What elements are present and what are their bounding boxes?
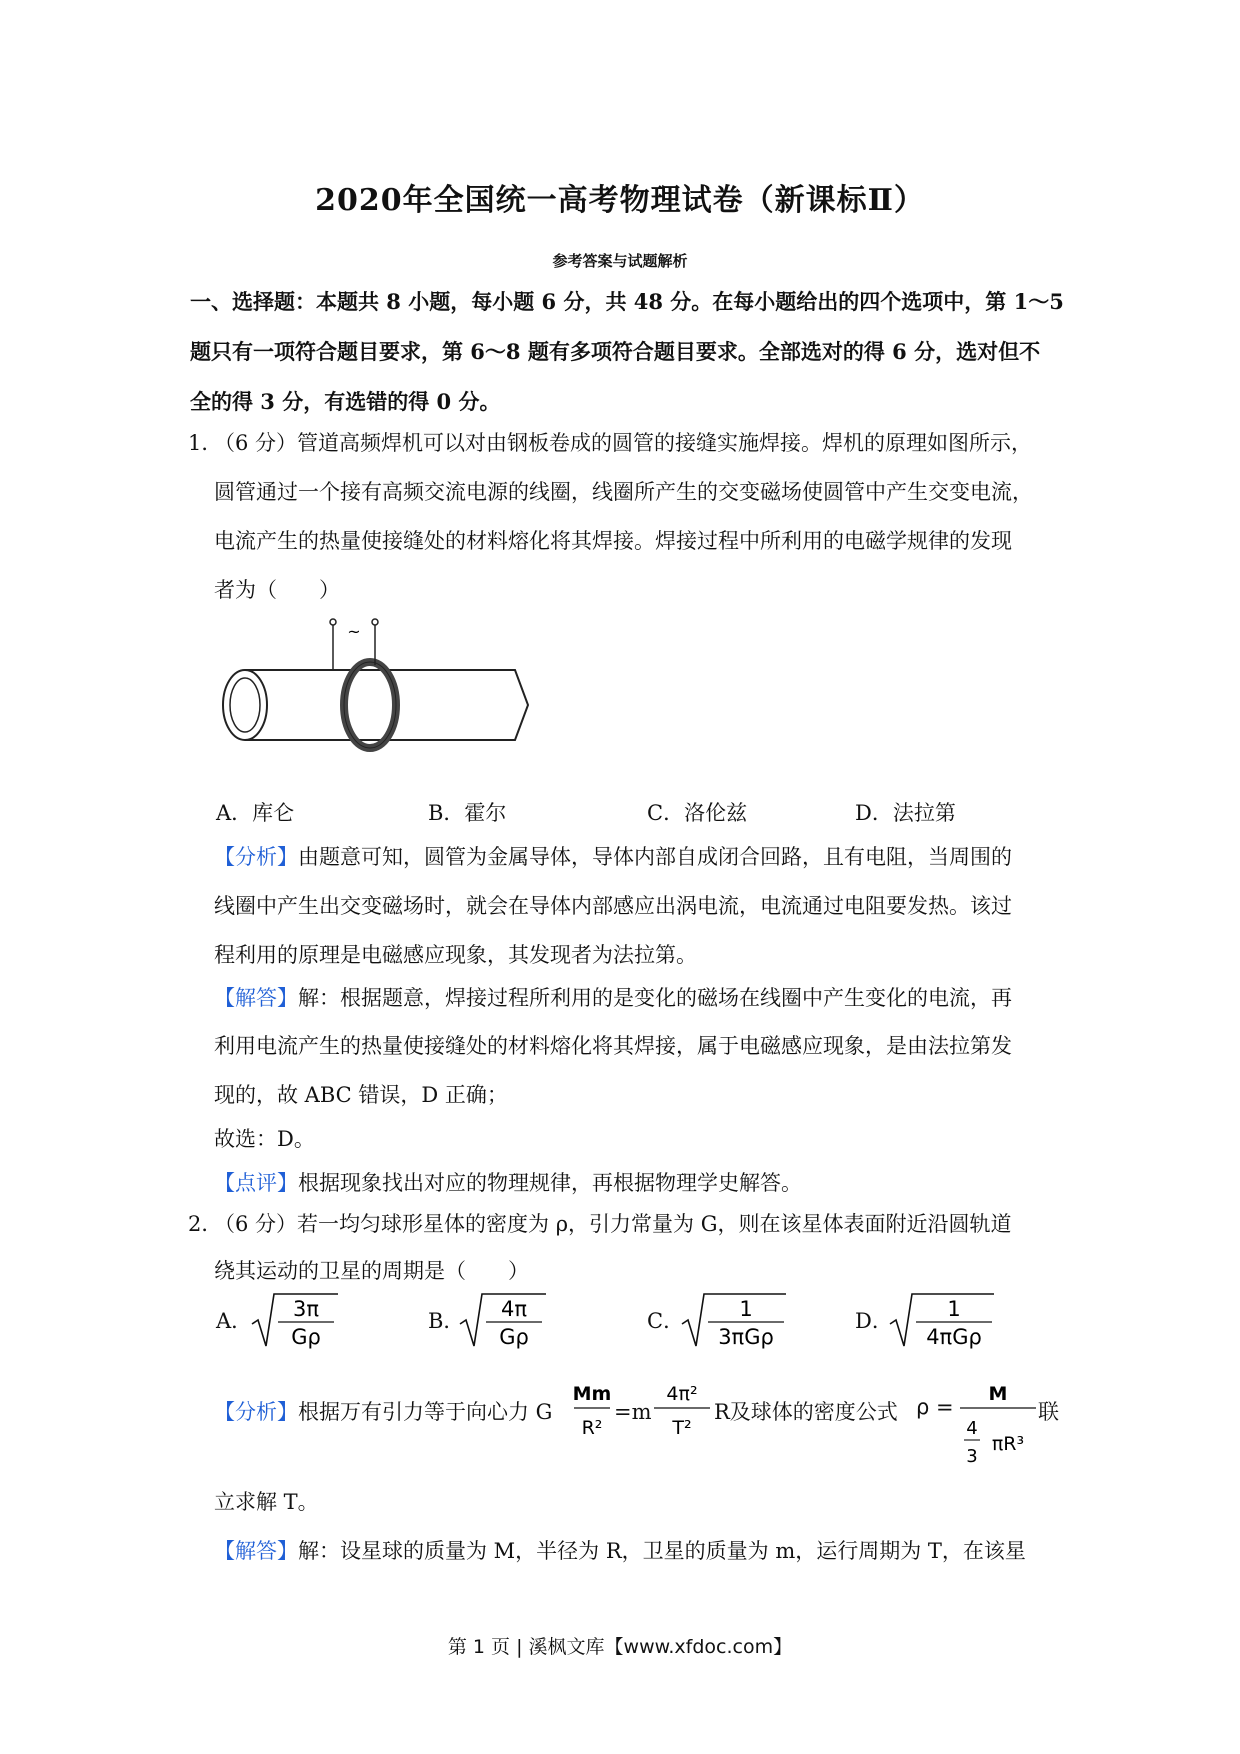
answer-tag: 【解答】: [214, 1539, 298, 1563]
q2-c-num: 1: [739, 1297, 753, 1321]
comment-tag: 【点评】: [214, 1171, 298, 1195]
q2-analysis-fraction-3: [958, 1376, 1038, 1476]
f3-num: M: [988, 1383, 1008, 1405]
sqrt-fraction-a: [250, 1290, 340, 1350]
f2-num: 4π²: [666, 1383, 698, 1405]
q2-analysis-fraction-1: [572, 1376, 612, 1446]
q1-comment-line: [214, 1168, 802, 1198]
q1-line-1: （6 分）管道高频焊机可以对由钢板卷成的圆管的接缝实施焊接。焊机的原理如图所示，: [214, 431, 1033, 455]
q2-number: 2．: [188, 1212, 223, 1236]
q1-answer-text-1: 解：根据题意，焊接过程所利用的是变化的磁场在线圈中产生变化的电流，再: [298, 986, 1012, 1010]
section-line-2: 题只有一项符合题目要求，第 6～8 题有多项符合题目要求。全部选对的得 6 分，选对但不: [190, 339, 1041, 364]
q1-line-2: 圆管通过一个接有高频交流电源的线圈，线圈所产生的交变磁场使圆管中产生交变电流，: [214, 480, 1033, 504]
q2-answer-line: [214, 1536, 1026, 1566]
q2-c-den: 3πGρ: [718, 1325, 774, 1349]
analysis-tag: 【分析】: [214, 1400, 298, 1424]
q2-option-b-label: B．: [428, 1309, 465, 1333]
f3-den-frac-num: 4: [966, 1418, 978, 1439]
q2-option-a-label: A．: [216, 1309, 253, 1333]
q2-option-d-label: D．: [855, 1309, 893, 1333]
q2-a-num: 3π: [292, 1297, 320, 1321]
document-title: 2020年全国统一高考物理试卷（新课标Ⅱ）: [315, 183, 925, 218]
welding-figure: [215, 615, 535, 765]
q2-b-num: 4π: [500, 1297, 528, 1321]
sqrt-fraction-d: [888, 1290, 998, 1350]
q2-analysis-fraction-2: [652, 1376, 712, 1446]
q1-option-d: D．法拉第: [855, 801, 956, 825]
q2-analysis-rho: ρ =: [916, 1395, 954, 1419]
q2-analysis-lead: [214, 1397, 552, 1427]
q1-choice: 故选：D。: [214, 1127, 315, 1151]
q1-option-a: A．库仑: [216, 801, 295, 825]
sqrt-fraction-c: [680, 1290, 790, 1350]
terminal-right: [372, 619, 378, 625]
q1-comment-text: 根据现象找出对应的物理规律，再根据物理学史解答。: [298, 1171, 802, 1195]
q2-option-c-formula: [680, 1290, 790, 1354]
section-line-3: 全的得 3 分，有选错的得 0 分。: [190, 389, 501, 414]
q1-analysis-line-3: 程利用的原理是电磁感应现象，其发现者为法拉第。: [214, 943, 697, 967]
q2-analysis-eq: =m: [614, 1400, 652, 1424]
coil-ring-edge: [344, 662, 396, 748]
q2-d-den: 4πGρ: [926, 1325, 982, 1349]
ac-symbol: ~: [347, 622, 361, 641]
document-subtitle: 参考答案与试题解析: [552, 252, 688, 270]
q1-line-3: 电流产生的热量使接缝处的材料熔化将其焊接。焊接过程中所利用的电磁学规律的发现: [214, 529, 1012, 553]
section-line-1: 一、选择题：本题共 8 小题，每小题 6 分，共 48 分。在每小题给出的四个选项中，第 1～5: [190, 289, 1064, 314]
q1-answer-line-2: 利用电流产生的热量使接缝处的材料熔化将其焊接，属于电磁感应现象，是由法拉第发: [214, 1034, 1012, 1058]
page-footer: 第 1 页 | 溪枫文库【www.xfdoc.com】: [447, 1636, 793, 1658]
f2-den: T²: [672, 1417, 692, 1439]
q1-option-c: C．洛伦兹: [647, 801, 748, 825]
q1-option-b: B．霍尔: [428, 801, 507, 825]
welding-diagram: [215, 615, 535, 765]
sqrt-fraction-b: [458, 1290, 548, 1350]
f3-den-frac-den: 3: [966, 1446, 978, 1467]
analysis-tag: 【分析】: [214, 845, 298, 869]
q2-b-den: Gρ: [499, 1325, 529, 1349]
pipe-end-inner: [230, 678, 260, 732]
q1-answer-line-1: [214, 983, 1012, 1013]
q1-line-4: 者为（ ）: [214, 578, 340, 602]
q1-analysis-text-1: 由题意可知，圆管为金属导体，导体内部自成闭合回路，且有电阻，当周围的: [298, 845, 1012, 869]
q1-analysis-line-2: 线圈中产生出交变磁场时，就会在导体内部感应出涡电流，电流通过电阻要发热。该过: [214, 894, 1012, 918]
q2-option-a-formula: [250, 1290, 340, 1354]
q1-number: 1．: [188, 431, 223, 455]
q2-d-num: 1: [947, 1297, 961, 1321]
q2-line-2: 绕其运动的卫星的周期是（ ）: [214, 1259, 529, 1283]
f1-num: Mm: [572, 1383, 612, 1405]
q2-analysis-post: 联: [1038, 1400, 1059, 1424]
terminal-left: [330, 619, 336, 625]
answer-tag: 【解答】: [214, 986, 298, 1010]
q2-line-1: （6 分）若一均匀球形星体的密度为 ρ，引力常量为 G，则在该星体表面附近沿圆轨道: [214, 1212, 1012, 1236]
q2-analysis-line-2: 立求解 T。: [214, 1490, 319, 1514]
q2-option-d-formula: [888, 1290, 998, 1354]
q2-option-c-label: C．: [647, 1309, 685, 1333]
f3-den-rest: πR³: [991, 1433, 1025, 1455]
q2-analysis-pre: 根据万有引力等于向心力 G: [298, 1400, 553, 1424]
q2-a-den: Gρ: [291, 1325, 321, 1349]
q1-analysis-line-1: [214, 842, 1012, 872]
q2-answer-text: 解：设星球的质量为 M，半径为 R，卫星的质量为 m，运行周期为 T，在该星: [298, 1539, 1026, 1563]
pipe-outline: [245, 670, 528, 740]
q1-answer-line-3: 现的，故 ABC 错误，D 正确；: [214, 1083, 508, 1107]
f1-den: R²: [581, 1417, 603, 1439]
q2-analysis-mid: R及球体的密度公式: [714, 1400, 898, 1424]
q2-option-b-formula: [458, 1290, 548, 1354]
